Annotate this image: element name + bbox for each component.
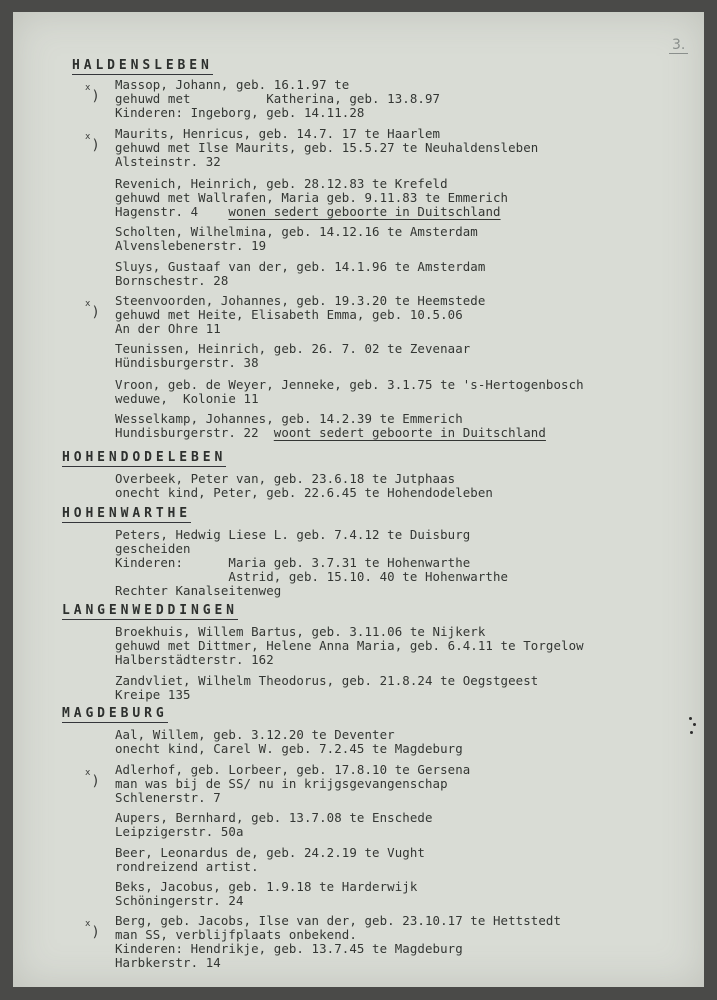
entry-line: man was bij de SS/ nu in krijgsgevangenschap — [115, 776, 448, 791]
entry-line: Wesselkamp, Johannes, geb. 14.2.39 te Emmerich — [115, 411, 463, 426]
entry-line: Zandvliet, Wilhelm Theodorus, geb. 21.8.24 te Oegstgeest — [115, 673, 539, 688]
entry-line: gehuwd met Ilse Maurits, geb. 15.5.27 te Neuhaldensleben — [115, 140, 539, 155]
entry-line: gehuwd met Heite, Elisabeth Emma, geb. 10.5.06 — [115, 307, 463, 322]
entry-line: Beks, Jacobus, geb. 1.9.18 te Harderwijk — [115, 879, 418, 894]
entry-line: Kinderen: Ingeborg, geb. 14.11.28 — [115, 105, 365, 120]
entry-line: Vroon, geb. de Weyer, Jenneke, geb. 3.1.75 te 's-Hertogenbosch — [115, 377, 584, 392]
entry-line: gescheiden — [115, 541, 191, 556]
entry-line: Hündisburgerstr. 38 — [115, 355, 259, 370]
entry-line: Scholten, Wilhelmina, geb. 14.12.16 te Amsterdam — [115, 224, 478, 239]
entry-line: Rechter Kanalseitenweg — [115, 583, 282, 598]
entry-line: Overbeek, Peter van, geb. 23.6.18 te Jutphaas — [115, 471, 456, 486]
entry-line: Hagenstr. 4 wonen sedert geboorte in Duitschland — [115, 204, 501, 219]
entry-line: man SS, verblijfplaats onbekend. — [115, 927, 357, 942]
entry-line: Beer, Leonardus de, geb. 24.2.19 te Vught — [115, 845, 425, 860]
entry-line: Aal, Willem, geb. 3.12.20 te Deventer — [115, 727, 395, 742]
entry-line: Steenvoorden, Johannes, geb. 19.3.20 te Heemstede — [115, 293, 486, 308]
entry-line: rondreizend artist. — [115, 859, 259, 874]
entry-line: Peters, Hedwig Liese L. geb. 7.4.12 te Duisburg — [115, 527, 471, 542]
entry-line: Astrid, geb. 15.10. 40 te Hohenwarthe — [115, 569, 509, 584]
entry-line: weduwe, Kolonie 11 — [115, 391, 259, 406]
margin-mark: $^x$) — [85, 768, 100, 790]
underlined-note: woont sedert geboorte in Duitschland — [273, 425, 546, 440]
entry-line: Alvenslebenerstr. 19 — [115, 238, 267, 253]
section-heading: HOHENWARTHE — [62, 506, 191, 521]
margin-mark: $^x$) — [85, 83, 100, 105]
margin-mark: $^x$) — [85, 299, 100, 321]
entry-line: Sluys, Gustaaf van der, geb. 14.1.96 te Amsterdam — [115, 259, 486, 274]
entry-line: Kreipe 135 — [115, 687, 191, 702]
entry-line: Broekhuis, Willem Bartus, geb. 3.11.06 te Nijkerk — [115, 624, 486, 639]
underlined-note: wonen sedert geboorte in Duitschland — [228, 204, 501, 219]
entry-line: Leipzigerstr. 50a — [115, 824, 244, 839]
entry-line: Kinderen: Maria geb. 3.7.31 te Hohenwarthe — [115, 555, 471, 570]
entry-line: Harbkerstr. 14 — [115, 955, 221, 970]
ink-speck — [690, 731, 693, 734]
entry-line: Schöningerstr. 24 — [115, 893, 244, 908]
entry-line: Teunissen, Heinrich, geb. 26. 7. 02 te Zevenaar — [115, 341, 471, 356]
section-heading: HALDENSLEBEN — [72, 58, 213, 73]
page-number: 3. — [669, 37, 688, 54]
entry-line: Adlerhof, geb. Lorbeer, geb. 17.8.10 te Gersena — [115, 762, 471, 777]
section-heading: HOHENDODELEBEN — [62, 450, 227, 465]
entry-line: Alsteinstr. 32 — [115, 154, 221, 169]
entry-line: onecht kind, Peter, geb. 22.6.45 te Hohendodeleben — [115, 485, 493, 500]
entry-line: gehuwd met Wallrafen, Maria geb. 9.11.83 te Emmerich — [115, 190, 509, 205]
entry-line: Bornschestr. 28 — [115, 273, 229, 288]
entry-line: gehuwd met Katherina, geb. 13.8.97 — [115, 91, 441, 106]
entry-line: gehuwd met Dittmer, Helene Anna Maria, geb. 6.4.11 te Torgelow — [115, 638, 584, 653]
document-page — [13, 12, 704, 987]
entry-line: onecht kind, Carel W. geb. 7.2.45 te Magdeburg — [115, 741, 463, 756]
section-heading: LANGENWEDDINGEN — [62, 603, 238, 618]
ink-speck — [689, 717, 692, 720]
entry-line: An der Ohre 11 — [115, 321, 221, 336]
entry-line: Halberstädterstr. 162 — [115, 652, 274, 667]
entry-line: Massop, Johann, geb. 16.1.97 te — [115, 77, 350, 92]
margin-mark: $^x$) — [85, 132, 100, 154]
entry-line: Berg, geb. Jacobs, Ilse van der, geb. 23.10.17 te Hettstedt — [115, 913, 562, 928]
entry-line: Maurits, Henricus, geb. 14.7. 17 te Haarlem — [115, 126, 441, 141]
entry-line: Schlenerstr. 7 — [115, 790, 221, 805]
section-heading: MAGDEBURG — [62, 706, 168, 721]
margin-mark: $^x$) — [85, 919, 100, 941]
entry-line: Kinderen: Hendrikje, geb. 13.7.45 te Magdeburg — [115, 941, 463, 956]
entry-line: Hundisburgerstr. 22 woont sedert geboorte in Duitschland — [115, 425, 546, 440]
ink-speck — [693, 723, 696, 726]
entry-line: Aupers, Bernhard, geb. 13.7.08 te Enschede — [115, 810, 433, 825]
entry-line: Revenich, Heinrich, geb. 28.12.83 te Krefeld — [115, 176, 448, 191]
